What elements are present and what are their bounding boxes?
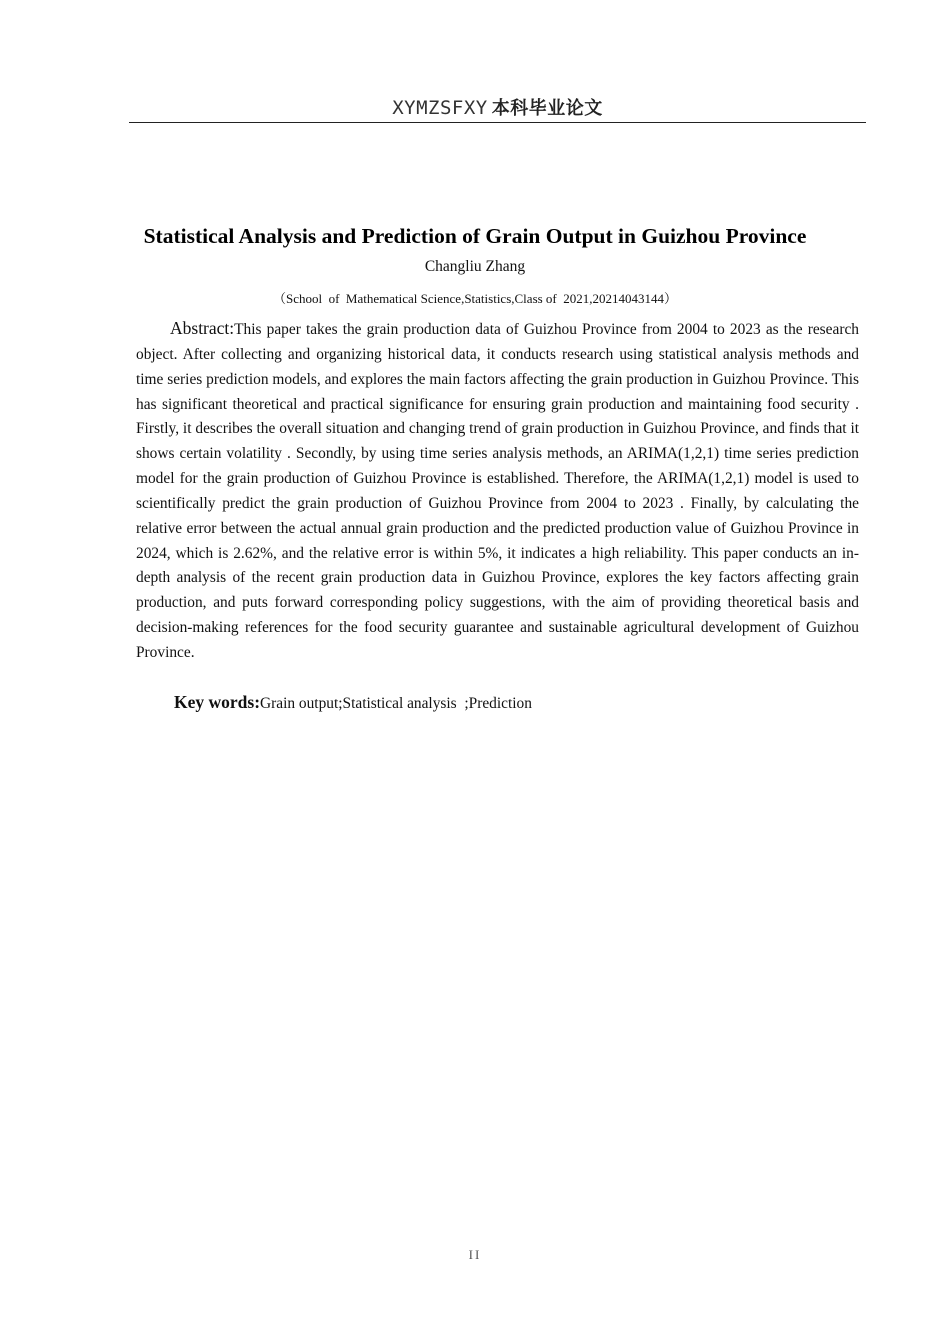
abstract-text: This paper takes the grain production data of Guizhou Province from 2004 to 2023 as the research object. After collecting and organizing historical data, it conducts research using statistical analysis methods and time series prediction models, and explores the main factors affecting the grain production in Guizhou Province. This has significant theoretical and practical significance for ensuring grain production and maintaining food security . Firstly, it describes the overall situation and changing trend of grain production in Guizhou Province, and finds that it shows certain volatility . Secondly, by using time series analysis methods, an ARIMA(1,2,1) time series prediction model for the grain production of Guizhou Province is established. Therefore, the ARIMA(1,2,1) model is used to scientifically predict the grain production of Guizhou Province from 2004 to 2023 . Finally, by calculating the relative error between the actual annual grain production and the predicted production value of Guizhou Province in 2024, which is 2.62%, and the relative error is within 5%, it indicates a high reliability. This paper conducts an in-depth analysis of the recent grain production data in Guizhou Province, explores the key factors affecting grain production, and puts forward corresponding policy suggestions, with the aim of providing theoretical basis and decision-making references for the food security guarantee and sustainable agricultural development of Guizhou Province. (136, 321, 859, 661)
header-text (392, 94, 603, 123)
header-institution-code: XYMZSFXY (392, 97, 488, 119)
abstract-label: Abstract: (170, 318, 235, 338)
paper-title: Statistical Analysis and Prediction of Grain Output in Guizhou Province (143, 224, 807, 248)
running-header (129, 94, 866, 123)
keywords-line (174, 689, 859, 717)
abstract-paragraph (136, 316, 859, 666)
keywords-text: Grain output;Statistical analysis ;Prediction (260, 695, 532, 712)
header-thesis-label: 本科毕业论文 (491, 98, 603, 119)
keywords-label: Key words: (174, 692, 261, 712)
author-affiliation: （School of Mathematical Science,Statistics,Class of 2021,20214043144） (272, 291, 678, 306)
author-name: Changliu Zhang (424, 258, 526, 275)
page-number: II (468, 1247, 482, 1262)
